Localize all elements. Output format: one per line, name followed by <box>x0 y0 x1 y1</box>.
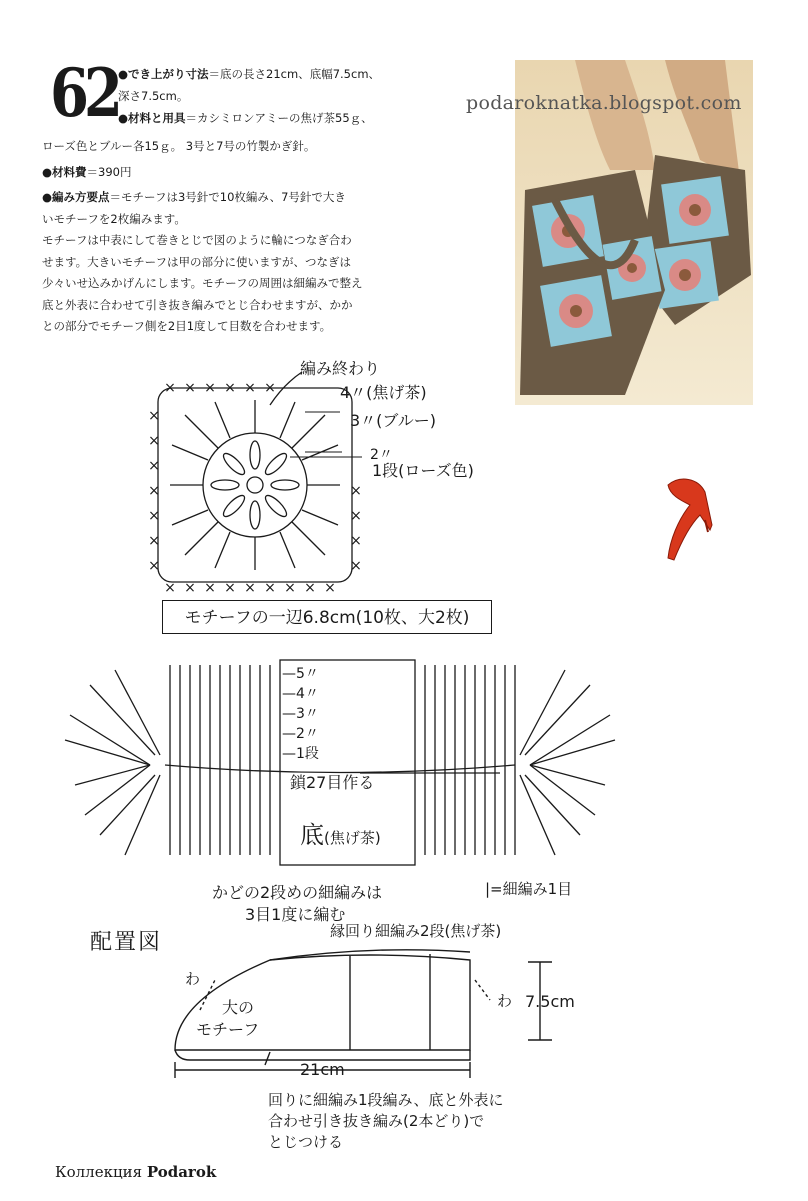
svg-text:×: × <box>224 580 236 596</box>
svg-text:×: × <box>148 558 160 574</box>
materials-value: ＝カシミロンアミーの焦げ茶55ｇ、 <box>185 111 373 125</box>
points-line: 底と外表に合わせて引き抜き編みでとじ合わせますが、かか <box>42 297 353 312</box>
length-label: 21cm <box>300 1060 345 1079</box>
heel-note: かどの2段めの細編みは <box>212 883 383 902</box>
svg-text:×: × <box>350 533 362 549</box>
svg-text:×: × <box>148 483 160 499</box>
svg-text:×: × <box>164 380 176 396</box>
points-label: ●編み方要点 <box>42 190 110 204</box>
svg-text:×: × <box>264 380 276 396</box>
round4-label: 4〃(焦げ茶) <box>340 383 427 402</box>
size-value: ＝底の長さ21cm、底幅7.5cm、 <box>208 67 381 81</box>
svg-text:×: × <box>148 508 160 524</box>
sole-row-label: —5〃 <box>282 666 319 682</box>
svg-text:×: × <box>148 408 160 424</box>
svg-text:×: × <box>350 558 362 574</box>
bottom-note-line: とじつける <box>268 1133 344 1151</box>
points-line: いモチーフを2枚編みます。 <box>42 211 186 226</box>
wa-left-label: わ <box>185 970 201 988</box>
cost-label: ●材料費 <box>42 164 87 179</box>
svg-text:×: × <box>204 580 216 596</box>
round2-label: 2〃 <box>370 447 393 463</box>
points-line: モチーフは中表にして巻きとじで図のように輪につなぎ合わ <box>42 233 352 247</box>
svg-text:×: × <box>324 580 336 596</box>
bottom-note <box>268 1090 503 1153</box>
size-value-2: 深さ7.5cm。 <box>118 89 189 103</box>
watermark: podaroknatka.blogspot.com <box>466 92 742 114</box>
spec-body <box>42 136 502 338</box>
svg-text:×: × <box>164 580 176 596</box>
sole-title-sub: (焦げ茶) <box>324 829 381 847</box>
heel-note-2: 3目1度に編む <box>245 905 346 924</box>
wa-right-label: わ <box>497 992 513 1010</box>
sole-row-label: —3〃 <box>282 706 319 722</box>
points-line: 少々いせ込みかげんにします。モチーフの周囲は細編みで整え <box>42 276 363 290</box>
big-motif-label: 大の <box>222 998 255 1017</box>
svg-text:×: × <box>244 380 256 396</box>
svg-text:×: × <box>224 380 236 396</box>
svg-text:×: × <box>304 580 316 596</box>
edge-note: 縁回り細編み2段(焦げ茶) <box>330 922 502 940</box>
sole-row-label: —4〃 <box>282 686 319 702</box>
sole-title-main: 底 <box>300 821 324 849</box>
spec-header <box>118 64 508 86</box>
stitch-legend: |=細編み1目 <box>485 880 573 898</box>
cost-value: ＝390円 <box>86 164 132 179</box>
red-shoe-icon <box>660 470 720 570</box>
svg-text:×: × <box>244 580 256 596</box>
bottom-note-line: 合わせ引き抜き編み(2本どり)で <box>268 1112 485 1130</box>
svg-text:×: × <box>148 458 160 474</box>
round3-label: 3〃(ブルー) <box>350 411 437 430</box>
big-motif-label-2: モチーフ <box>196 1020 260 1039</box>
materials-value-2: ローズ色とブルー各15ｇ。 3号と7号の竹製かぎ針。 <box>42 139 316 153</box>
svg-text:×: × <box>148 433 160 449</box>
svg-text:×: × <box>148 533 160 549</box>
depth-label: 7.5cm <box>525 992 575 1011</box>
points-line: せます。大きいモチーフは甲の部分に使いますが、つなぎは <box>42 254 352 269</box>
svg-text:×: × <box>284 580 296 596</box>
spec-materials <box>118 108 373 130</box>
svg-text:×: × <box>184 380 196 396</box>
footer-credit <box>55 1163 216 1181</box>
svg-text:×: × <box>204 380 216 396</box>
size-label: ●でき上がり寸法 <box>118 67 209 81</box>
svg-text:×: × <box>184 580 196 596</box>
bottom-note-line: 回りに細編み1段編み、底と外表に <box>268 1091 504 1109</box>
sole-title <box>300 815 381 850</box>
spec-depth <box>118 86 188 108</box>
points-line: との部分でモチーフ側を2目1度して目数を合わせます。 <box>42 319 332 333</box>
sole-row-label: —1段 <box>282 746 319 762</box>
layout-title: 配置図 <box>90 930 163 955</box>
round1-label: 1段(ローズ色) <box>372 461 474 480</box>
points-value: ＝モチーフは3号針で10枚編み、7号針で大き <box>109 190 346 204</box>
chain-label: 鎖27目作る <box>290 773 375 792</box>
svg-text:×: × <box>350 508 362 524</box>
sole-row-labels <box>282 664 319 764</box>
footer-brand: Podarok <box>146 1163 217 1181</box>
end-label: 編み終わり <box>300 359 381 378</box>
footer-prefix: Коллекция <box>55 1163 143 1181</box>
materials-label: ●材料と用具 <box>118 111 186 125</box>
motif-caption: モチーフの一辺6.8cm(10枚、大2枚) <box>162 600 492 634</box>
pattern-number: 62 <box>50 54 118 132</box>
sole-row-label: —2〃 <box>282 726 319 742</box>
svg-text:×: × <box>264 580 276 596</box>
svg-text:×: × <box>350 483 362 499</box>
